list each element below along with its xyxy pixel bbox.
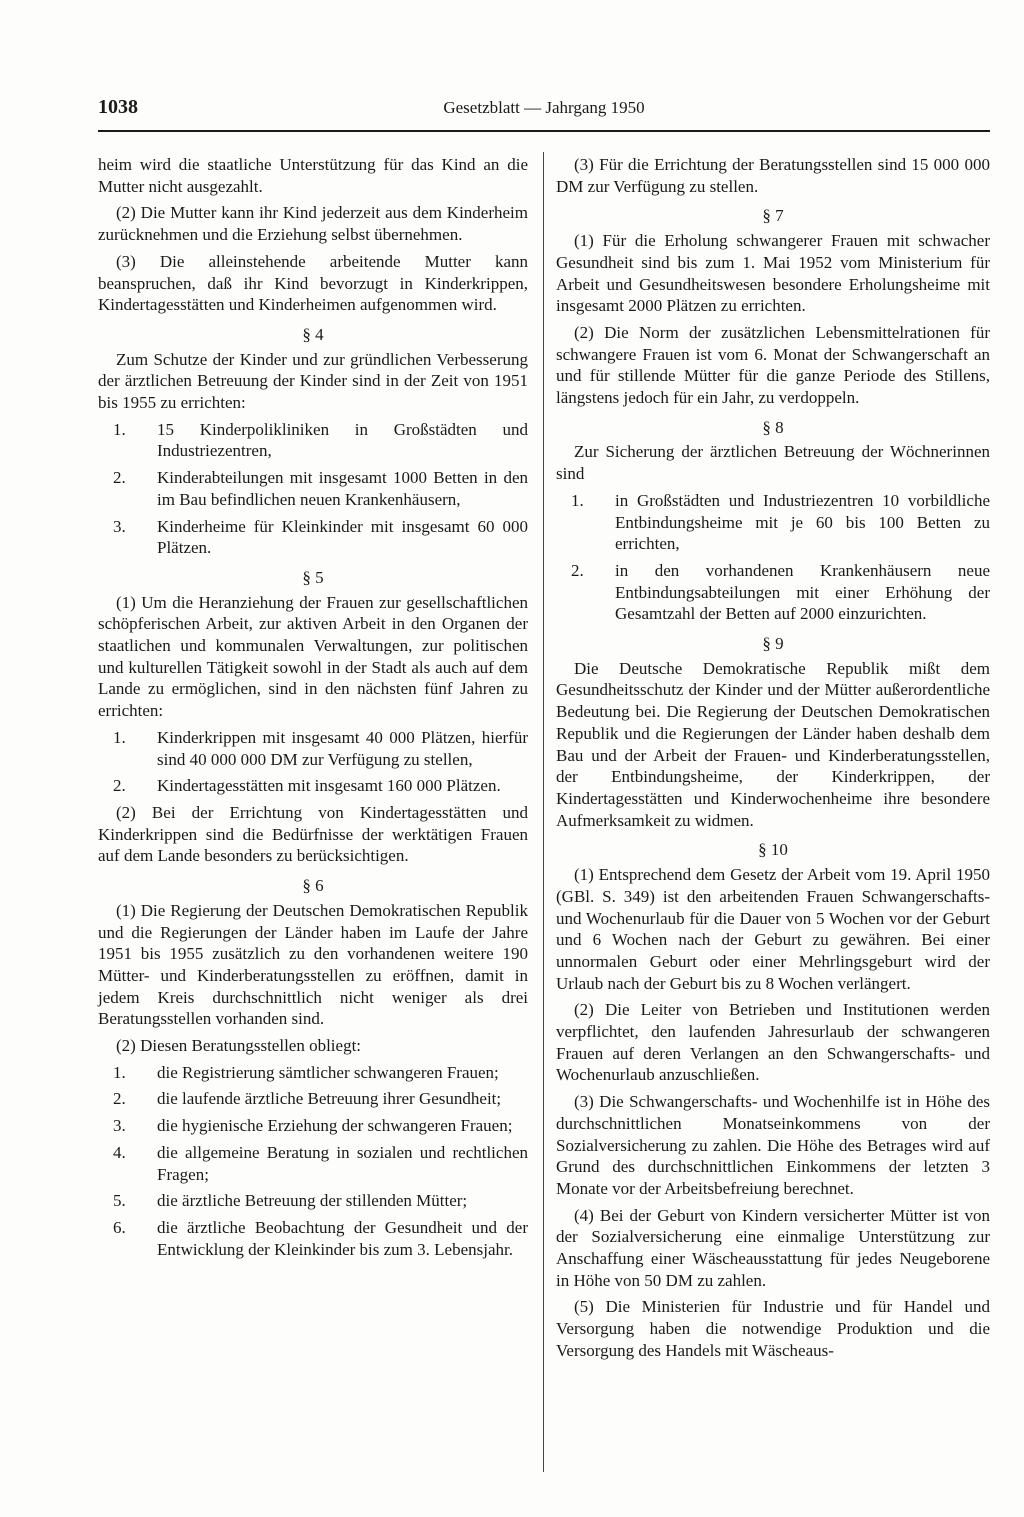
paragraph: (2) Die Mutter kann ihr Kind jederzeit aus dem Kinderheim zurücknehmen und die Erziehung selbst übernehmen. (98, 203, 528, 245)
page-header (98, 96, 990, 130)
section-heading: § 10 (758, 840, 788, 860)
list-item: 2. Kindertagesstätten mit insgesamt 160 000 Plätzen. (113, 776, 501, 796)
paragraph: (1) Entsprechend dem Gesetz der Arbeit vom 19. April 1950 (GBl. S. 349) ist den arbeitenden Frauen Schwangerschafts- und Wochenurlaub für die Dauer von 5 Wochen vor der Geburt und 6 Wochen nach der Geburt zu gewähren. Bei einer unnormalen Geburt oder einer Mehrlingsgeburt wird der Urlaub nach der Geburt bis zu 8 Wochen verlängert. (556, 865, 990, 993)
list-item: 1. Kinderkrippen mit insgesamt 40 000 Plätzen, hierfür sind 40 000 000 DM zur Verfügung zu stellen, (113, 727, 528, 769)
paragraph: heim wird die staatliche Unterstützung für das Kind an die Mutter nicht ausgezahlt. (98, 155, 528, 196)
list-item: 1. in Großstädten und Industriezentren 10 vorbildliche Entbindungsheime mit je 60 bis 100 Betten zu errichten, (571, 490, 990, 554)
paragraph: (3) Für die Errichtung der Beratungsstellen sind 15 000 000 DM zur Verfügung zu stellen. (556, 155, 990, 196)
list-item: 2. die laufende ärztliche Betreuung ihrer Gesundheit; (113, 1089, 502, 1109)
page-number: 1038 (98, 96, 138, 118)
section-heading: § 4 (302, 324, 324, 344)
paragraph: Zum Schutze der Kinder und zur gründlichen Verbesserung der ärztlichen Betreuung der Kinder sind in der Zeit von 1951 bis 1955 zu errichten: (98, 349, 528, 413)
paragraph: (2) Die Norm der zusätzlichen Lebensmittelrationen für schwangere Frauen ist vom 6. Monat der Schwangerschaft an und für stillende Mütter für die ganze Periode des Stillens, längstens jedoch für ein Jahr, zu verdoppeln. (556, 322, 990, 408)
running-title: Gesetzblatt — Jahrgang 1950 (443, 98, 645, 117)
list-item: 2. in den vorhandenen Krankenhäusern neue Entbindungsabteilungen mit einer Erhöhung der Gesamtzahl der Betten auf 2000 einzurichten. (571, 560, 990, 624)
list-item: 1. die Registrierung sämtlicher schwangeren Frauen; (113, 1062, 499, 1082)
list-item: 4. die allgemeine Beratung in sozialen und rechtlichen Fragen; (113, 1142, 528, 1184)
paragraph: (1) Die Regierung der Deutschen Demokratischen Republik und die Regierungen der Länder haben im Laufe der Jahre 1951 bis 1955 zusätzlich zu den vorhandenen weitere 190 Mütter- und Kinderberatungsstellen zu eröffnen, damit in jedem Kreis durchschnittlich nicht weniger als drei Beratungsstellen vorhanden sind. (98, 900, 528, 1029)
list-item: 3. die hygienische Erziehung der schwangeren Frauen; (113, 1116, 513, 1136)
section-heading: § 7 (762, 206, 784, 226)
section-heading: § 9 (762, 634, 784, 654)
list-item: 6. die ärztliche Beobachtung der Gesundheit und der Entwicklung der Kleinkinder bis zum 3. Lebensjahr. (113, 1217, 528, 1259)
paragraph: (2) Die Leiter von Betrieben und Institutionen werden verpflichtet, den laufenden Jahresurlaub der schwangeren Frauen auf deren Verlangen an den Schwangerschafts- und Wochenurlaub anzuschließen. (556, 1000, 990, 1085)
header-rule (98, 130, 990, 132)
right-column (556, 154, 990, 1367)
paragraph: (1) Für die Erholung schwangerer Frauen mit schwacher Gesundheit sind bis zum 1. Mai 1952 vom Ministerium für Arbeit und Gesundheitswesen besondere Erholungsheime mit insgesamt 2000 Plätzen zu errichten. (556, 231, 990, 316)
paragraph: (4) Bei der Geburt von Kindern versicherter Mütter ist von der Sozialversicherung eine einmalige Unterstützung zur Anschaffung einer Wäscheausstattung für jedes Neugeborene in Höhe von 50 DM zu zahlen. (556, 1205, 990, 1290)
paragraph: (5) Die Ministerien für Industrie und für Handel und Versorgung haben die notwendige Produktion und die Versorgung des Handels mit Wäscheaus- (556, 1297, 990, 1360)
paragraph: (1) Um die Heranziehung der Frauen zur gesellschaftlichen schöpferischen Arbeit, zur aktiven Arbeit in den Organen der staatlichen und kommunalen Verwaltungen, zur politischen und kulturellen Tätigkeit sowohl in der Stadt als auch auf dem Lande zu ermöglichen, sind in den nächsten fünf Jahren zu errichten: (98, 592, 528, 721)
left-column (98, 154, 528, 1265)
paragraph: (2) Bei der Errichtung von Kindertagesstätten und Kinderkrippen sind die Bedürfnisse der werktätigen Frauen auf dem Lande besonders zu berücksichtigen. (98, 802, 528, 866)
column-divider (543, 152, 544, 1472)
list-item: 3. Kinderheime für Kleinkinder mit insgesamt 60 000 Plätzen. (113, 516, 528, 558)
paragraph: Die Deutsche Demokratische Republik mißt dem Gesundheitsschutz der Kinder und der Mütter außerordentliche Bedeutung bei. Die Regierung der Deutschen Demokratischen Republik und die Regierungen der Länder haben deshalb dem Bau und der Arbeit der Frauen- und Kinderberatungsstellen, der Entbindungsheime, der Kinderkrippen, der Kindertagesstätten und Kinderwochenheime ihre besondere Aufmerksamkeit zu widmen. (556, 658, 990, 830)
paragraph: (3) Die alleinstehende arbeitende Mutter kann beanspruchen, daß ihr Kind bevorzugt in Kinderkrippen, Kindertagesstätten und Kinderheimen aufgenommen wird. (98, 251, 528, 315)
list-item: 2. Kinderabteilungen mit insgesamt 1000 Betten in den im Bau befindlichen neuen Krankenhäusern, (113, 468, 528, 509)
list-item: 5. die ärztliche Betreuung der stillenden Mütter; (113, 1191, 468, 1211)
paragraph: Zur Sicherung der ärztlichen Betreuung der Wöchnerinnen sind (556, 442, 990, 484)
paragraph: (3) Die Schwangerschafts- und Wochenhilfe ist in Höhe des durchschnittlichen Monatseinkommens von der Sozialversicherung zu zahlen. Die Höhe des Betrages wird auf Grund des durchschnittlichen Einkommens der letzten 3 Monate vor der Arbeitsbefreiung berechnet. (556, 1092, 990, 1198)
list-item: 1. 15 Kinderpolikliniken in Großstädten und Industriezentren, (113, 419, 528, 461)
paragraph: (2) Diesen Beratungsstellen obliegt: (116, 1036, 362, 1056)
section-heading: § 5 (302, 567, 324, 587)
section-heading: § 6 (302, 876, 324, 896)
section-heading: § 8 (762, 417, 784, 437)
